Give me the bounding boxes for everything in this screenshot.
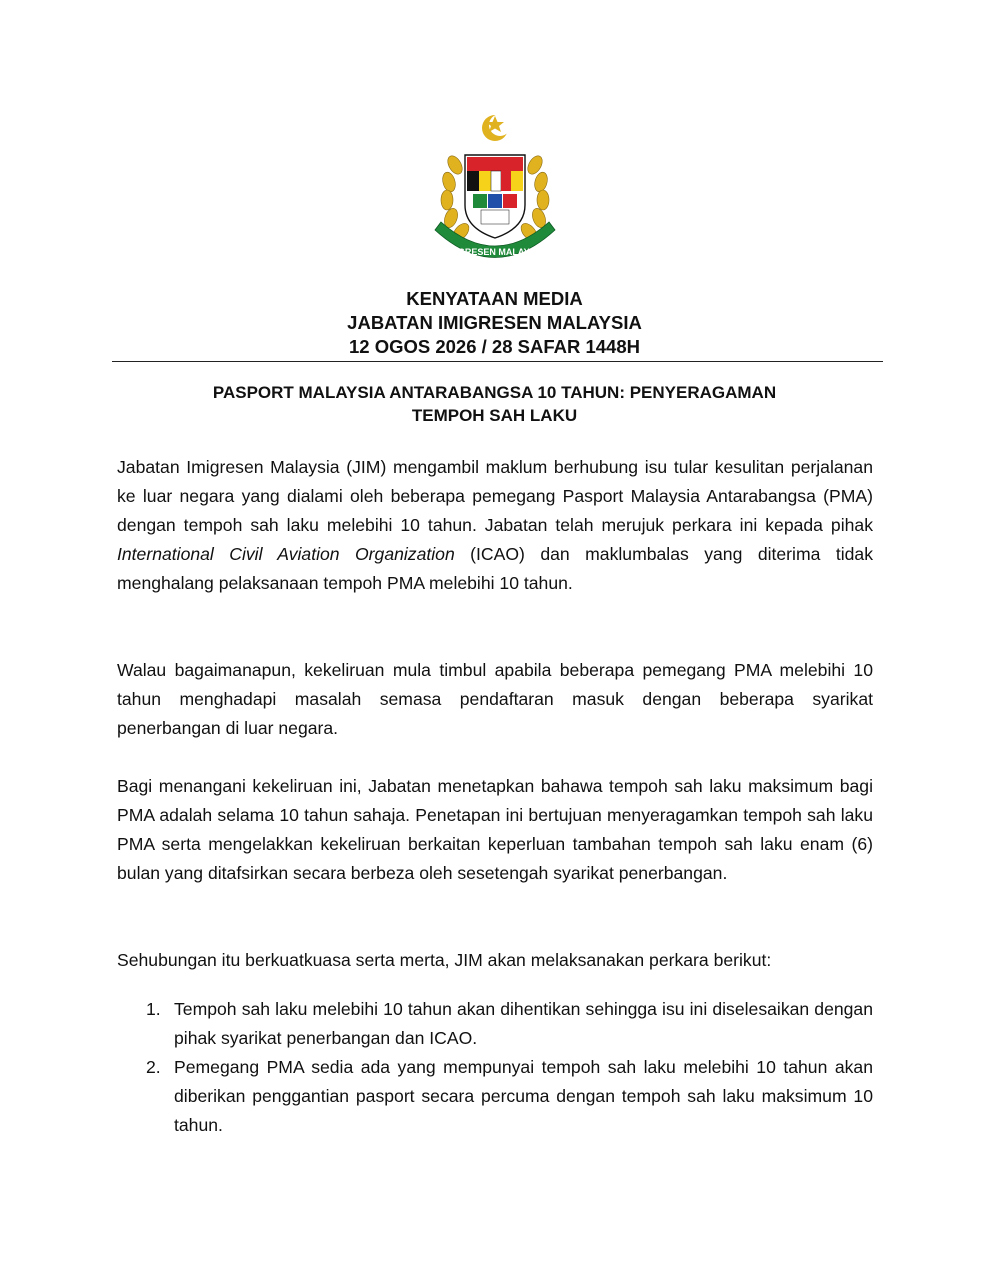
list-item-text: Pemegang PMA sedia ada yang mempunyai tempoh sah laku melebihi 10 tahun akan diberikan penggantian pasport secara percuma dengan tempoh sah laku maksimum 10 tahun.: [174, 1057, 873, 1135]
statement-subject: [140, 381, 849, 427]
header-date: 12 OGOS 2026 / 28 SAFAR 1448H: [348, 336, 640, 357]
list-item-number: 2.: [146, 1057, 161, 1077]
header-divider: [112, 361, 883, 362]
action-list: [117, 995, 873, 1140]
svg-text:IMIGRESEN MALAYSIA: IMIGRESEN MALAYSIA: [445, 247, 545, 257]
paragraph-4: Sehubungan itu berkuatkuasa serta merta, JIM akan melaksanakan perkara berikut:: [117, 950, 772, 970]
header-department: JABATAN IMIGRESEN MALAYSIA: [347, 312, 642, 333]
paragraph-1-part-1: Jabatan Imigresen Malaysia (JIM) mengambil maklum berhubung isu tular kesulitan perjalanan ke luar negara yang dialami oleh beberapa pemegang Pasport Malaysia Antarabangsa (PMA) dengan tempoh sah laku melebihi 10 tahun. Jabatan telah merujuk perkara ini kepada pihak: [117, 457, 873, 535]
subject-line-1: PASPORT MALAYSIA ANTARABANGSA 10 TAHUN: PENYERAGAMAN: [212, 383, 777, 402]
header-title: KENYATAAN MEDIA: [406, 288, 583, 309]
list-item: [117, 1053, 873, 1140]
shield-icon: [465, 155, 525, 238]
paragraph-2: Walau bagaimanapun, kekeliruan mula timbul apabila beberapa pemegang PMA melebihi 10 tahun menghadapi masalah semasa pendaftaran masuk dengan beberapa syarikat penerbangan di luar negara.: [117, 660, 873, 738]
media-statement-header: [0, 287, 989, 359]
paragraph-1-italic-org: International Civil Aviation Organization: [117, 544, 455, 564]
paragraph-1-part-2: (ICAO) dan maklumbalas yang diterima tidak menghalang pelaksanaan tempoh PMA melebihi 10 tahun.: [117, 544, 873, 593]
paragraph-3: Bagi menangani kekeliruan ini, Jabatan menetapkan bahawa tempoh sah laku maksimum bagi PMA adalah selama 10 tahun sahaja. Penetapan ini bertujuan menyeragamkan tempoh sah laku PMA serta mengelakkan kekeliruan berkaitan keperluan tambahan tempoh sah laku enam (6) bulan yang ditafsirkan secara berbeza oleh sesetengah syarikat penerbangan.: [117, 776, 873, 883]
jim-emblem-logo: [425, 110, 565, 270]
list-item-text: Tempoh sah laku melebihi 10 tahun akan dihentikan sehingga isu ini diselesaikan dengan pihak syarikat penerbangan dan ICAO.: [174, 999, 873, 1048]
crescent-star-icon: [482, 114, 511, 141]
subject-line-2: TEMPOH SAH LAKU: [411, 406, 578, 425]
paragraph-1: [117, 453, 873, 598]
list-item-number: 1.: [146, 999, 161, 1019]
list-item: [117, 995, 873, 1053]
